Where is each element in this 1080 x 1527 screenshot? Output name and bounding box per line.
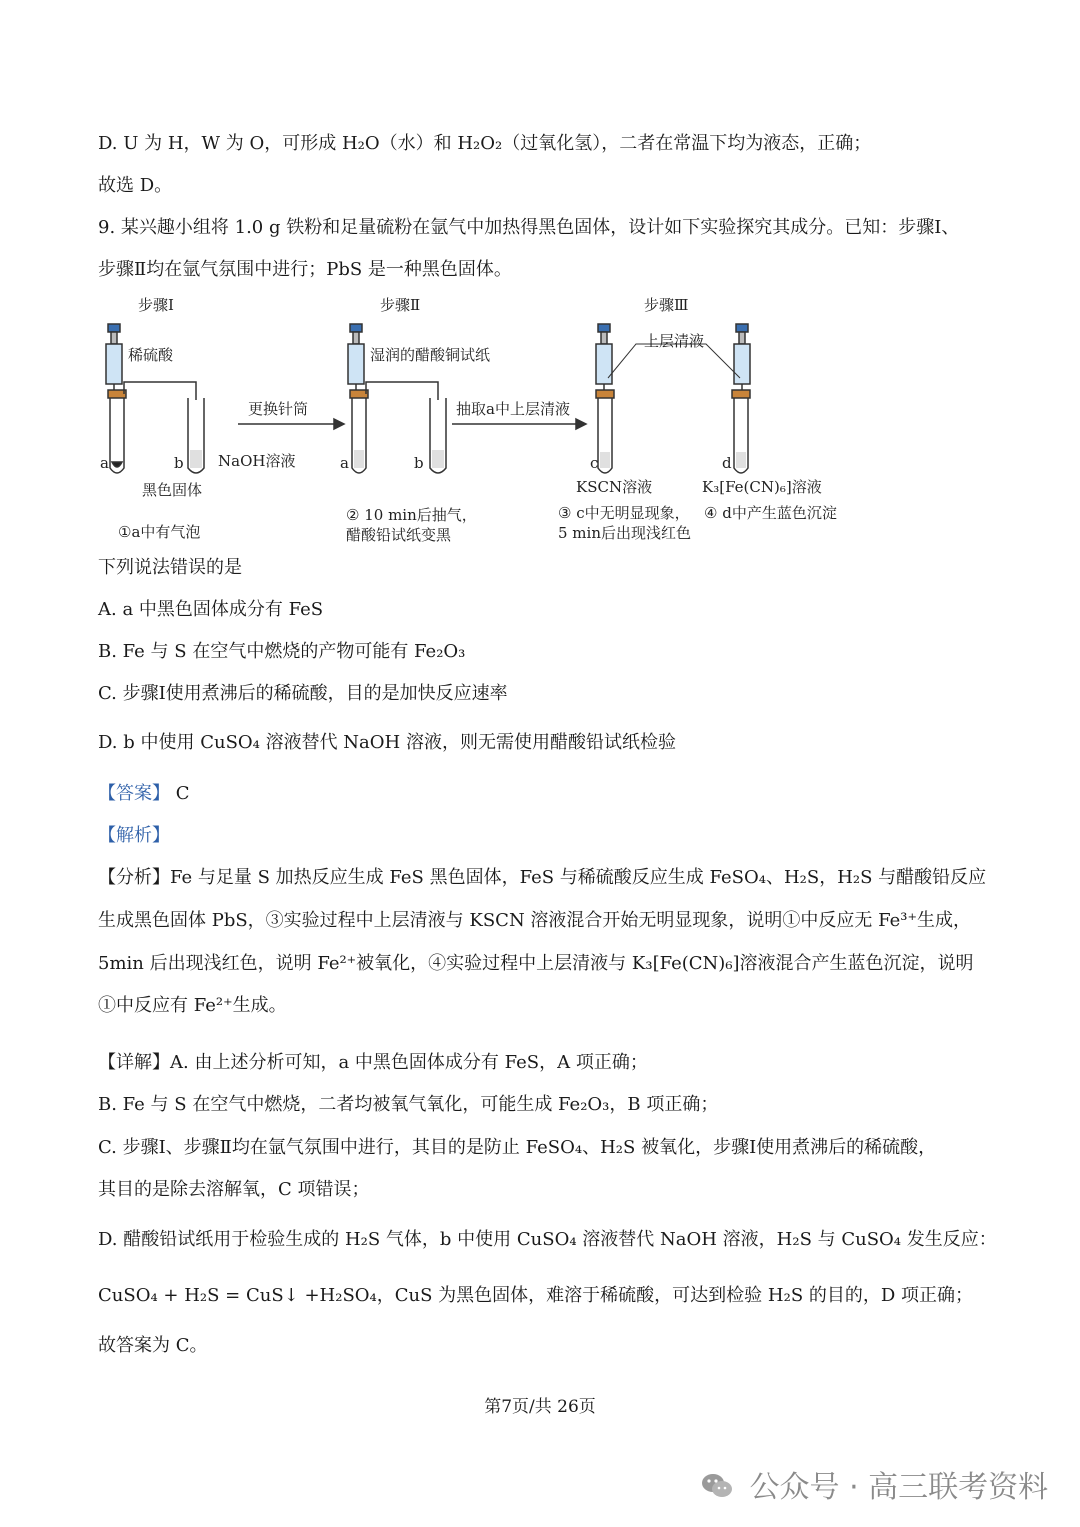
detail-line3: C. 步骤Ⅰ、步骤Ⅱ均在氩气氛围中进行，其目的是防止 FeSO₄、H₂S 被氧化，步骤Ⅰ使用煮沸后的稀硫酸， [98, 1137, 937, 1158]
option-d: D. b 中使用 CuSO₄ 溶液替代 NaOH 溶液，则无需使用醋酸铅试纸检验 [98, 732, 676, 753]
tube-d-label: d [722, 454, 732, 472]
answer-value: C [175, 783, 190, 804]
observation-4: ④ d中产生蓝色沉淀 [704, 504, 837, 522]
step3-label: 步骤Ⅲ [644, 296, 689, 314]
paper-label: 湿润的醋酸铜试纸 [370, 346, 491, 364]
tube-a1-label: a [100, 454, 109, 472]
analysis-line4: ①中反应有 Fe²⁺生成。 [98, 995, 287, 1016]
detail-line4: 其目的是除去溶解氧，C 项错误； [98, 1179, 370, 1200]
acid-label: 稀硫酸 [128, 346, 174, 364]
question-9-line1: 9. 某兴趣小组将 1.0 g 铁粉和足量硫粉在氩气中加热得黑色固体，设计如下实验探究其成分。已知：步骤Ⅰ、 [98, 217, 960, 238]
detail-line7: 故答案为 C。 [98, 1335, 208, 1356]
analysis-line1: 【分析】Fe 与足量 S 加热反应生成 FeS 黑色固体，FeS 与稀硫酸反应生成 FeSO₄、H₂S，H₂S 与醋酸铅反应 [98, 867, 987, 888]
step1-label: 步骤Ⅰ [138, 296, 174, 314]
syringe-1 [106, 324, 122, 390]
option-a: A. a 中黑色固体成分有 FeS [98, 599, 324, 620]
answer-row [98, 782, 190, 806]
connecting-tube-1 [124, 382, 196, 400]
tube-a2-label: a [340, 454, 349, 472]
detail-line2: B. Fe 与 S 在空气中燃烧，二者均被氧气氧化，可能生成 Fe₂O₃，B 项正确； [98, 1094, 719, 1115]
naoh-label: NaOH溶液 [218, 452, 296, 470]
option-b: B. Fe 与 S 在空气中燃烧的产物可能有 Fe₂O₃ [98, 641, 466, 662]
observation-2b: 醋酸铅试纸变黑 [346, 526, 452, 544]
analysis-line3: 5min 后出现浅红色，说明 Fe²⁺被氧化，④实验过程中上层清液与 K₃[Fe(CN)₆]溶液混合产生蓝色沉淀，说明 [98, 953, 974, 974]
observation-2a: ② 10 min后抽气， [346, 506, 477, 524]
experiment-diagram [96, 290, 856, 550]
tube-c-label: c [590, 454, 599, 472]
observation-3b: 5 min后出现浅红色 [558, 524, 691, 542]
observation-3a: ③ c中无明显现象， [558, 504, 690, 522]
step2-label: 步骤Ⅱ [380, 296, 421, 314]
question-9-line2: 步骤Ⅱ均在氩气氛围中进行；PbS 是一种黑色固体。 [98, 259, 512, 280]
observation-1: ①a中有气泡 [118, 523, 201, 541]
analysis-heading: 【解析】 [98, 825, 170, 846]
syringe-3 [596, 324, 612, 390]
test-tube-b1 [188, 398, 204, 473]
tube-b1-label: b [174, 454, 184, 472]
test-tube-b2 [430, 398, 446, 473]
detail-line1: 【详解】A. 由上述分析可知，a 中黑色固体成分有 FeS，A 项正确； [98, 1052, 648, 1073]
watermark-text: 公众号 · 高三联考资料 [749, 1470, 1049, 1505]
syringe-2 [348, 324, 364, 390]
wechat-icon [700, 1471, 734, 1501]
option-d-prev: D. U 为 H，W 为 O，可形成 H₂O（水）和 H₂O₂（过氧化氢），二者在常温下均为液态，正确； [98, 133, 872, 154]
detail-line6: CuSO₄ + H₂S = CuS↓ +H₂SO₄，CuS 为黑色固体，难溶于稀硫酸，可达到检验 H₂S 的目的，D 项正确； [98, 1285, 974, 1306]
arrow-1 [238, 419, 344, 429]
black-solid-label: 黑色固体 [142, 481, 203, 499]
watermark [700, 1462, 1048, 1506]
k3fecn6-label: K₃[Fe(CN)₆]溶液 [702, 478, 822, 496]
arrow1-label: 更换针筒 [248, 400, 309, 418]
test-tube-a1 [108, 390, 126, 473]
answer-label: 【答案】 [98, 783, 170, 804]
analysis-line2: 生成黑色固体 PbS，③实验过程中上层清液与 KSCN 溶液混合开始无明显现象，说明①中反应无 Fe³⁺生成， [98, 910, 972, 931]
question-prompt: 下列说法错误的是 [98, 557, 242, 578]
arrow-2 [452, 419, 586, 429]
supernatant-label: 上层清液 [644, 332, 705, 350]
connecting-tube-2 [366, 382, 438, 400]
option-c: C. 步骤Ⅰ使用煮沸后的稀硫酸，目的是加快反应速率 [98, 683, 508, 704]
test-tube-a2 [350, 390, 368, 473]
detail-line5: D. 醋酸铅试纸用于检验生成的 H₂S 气体，b 中使用 CuSO₄ 溶液替代 NaOH 溶液，H₂S 与 CuSO₄ 发生反应： [98, 1229, 997, 1250]
kscn-label: KSCN溶液 [576, 478, 653, 496]
syringe-4 [734, 324, 750, 390]
page-footer: 第7页/共 26页 [484, 1397, 596, 1417]
arrow2-label: 抽取a中上层清液 [456, 400, 570, 418]
conclusion-prev: 故选 D。 [98, 175, 173, 196]
tube-b2-label: b [414, 454, 424, 472]
test-tube-c [596, 390, 614, 473]
test-tube-d [732, 390, 750, 473]
